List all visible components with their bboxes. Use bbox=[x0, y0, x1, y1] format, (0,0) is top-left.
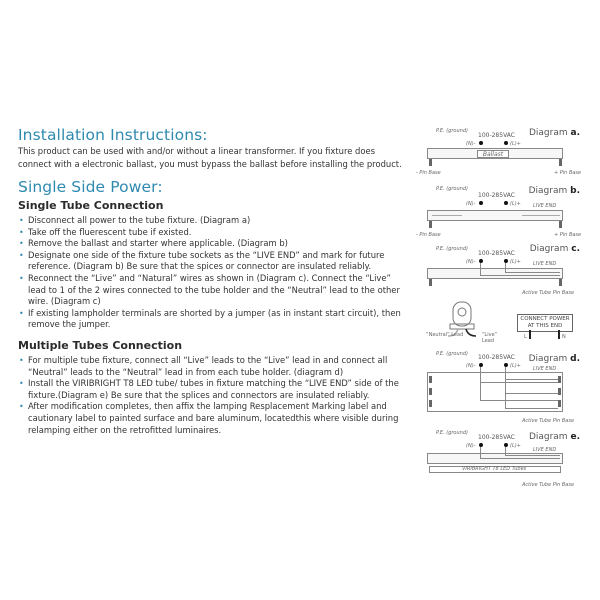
list-item: • For multiple tube fixture, connect all “Live” leads to the “Live” lead in and connect all “Neutral” leads to the “Neutral” lead in from each tube holder. (diagram d) bbox=[18, 355, 410, 378]
pin bbox=[558, 376, 561, 383]
active-pin-label: Active Tube Pin Base bbox=[522, 418, 575, 424]
instructions-panel bbox=[18, 126, 410, 436]
live-wire bbox=[505, 447, 560, 456]
connect-power-box: CONNECT POWER AT THIS END bbox=[517, 314, 573, 332]
live-wire bbox=[505, 379, 558, 380]
l-terminal bbox=[529, 330, 531, 339]
pos-pin-label: + Pin Base bbox=[554, 170, 582, 176]
pin-left bbox=[429, 279, 432, 286]
live-end-label: LIVE END bbox=[533, 203, 557, 209]
diagram-e bbox=[410, 426, 600, 500]
active-pin-label: Active Tube Pin Base bbox=[522, 290, 575, 296]
live-label: (L)+ bbox=[510, 259, 521, 265]
pin-right bbox=[559, 279, 562, 286]
list-item: • Install the VIRIBRIGHT T8 LED tube/ tubes in fixture matching the “LIVE END” side of the fixture.(Diagram e) Be sure that the splices and connectors are insulated reliably. bbox=[18, 378, 410, 401]
pin-left bbox=[429, 159, 432, 166]
ground-label: P.E. (ground) bbox=[436, 430, 468, 436]
live-end-label: LIVE END bbox=[533, 447, 557, 453]
tubes-label: VIRIBRIGHT T8 LED Tubes bbox=[462, 466, 527, 472]
diagram-c bbox=[410, 242, 600, 298]
ground-label: P.E. (ground) bbox=[436, 186, 468, 192]
ground-label: P.E. (ground) bbox=[436, 246, 468, 252]
diagram-d bbox=[410, 352, 600, 432]
active-pin-label: Active Tube Pin Base bbox=[522, 482, 575, 488]
wiring-diagrams bbox=[410, 120, 600, 500]
pin-right bbox=[559, 221, 562, 228]
neutral-label: (N)- bbox=[466, 141, 476, 147]
pin-left bbox=[429, 221, 432, 228]
list-item: • Designate one side of the fixture tube sockets as the “LIVE END” and mark for future reference. (Diagram b) Be sure that the spices or connector are insulated reliably. bbox=[18, 250, 410, 273]
wire-segment bbox=[432, 215, 462, 216]
live-wire bbox=[505, 393, 558, 394]
ground-label: P.E. (ground) bbox=[436, 351, 468, 357]
diagram-e-title: Diagram e. bbox=[528, 432, 580, 442]
pin bbox=[558, 400, 561, 407]
neutral-lead-label: “Neutral” Lead bbox=[426, 332, 464, 338]
intro-text: This product can be used with and/or without a linear transformer. If you fixture does connect with a electronic ballast, you must bypass the ballast before installing the product. bbox=[18, 146, 402, 169]
single-tube-list bbox=[18, 215, 410, 331]
neg-pin-label: - Pin Base bbox=[416, 170, 441, 176]
pin-right bbox=[559, 159, 562, 166]
voltage-label: 100-285VAC bbox=[478, 354, 515, 361]
multiple-tubes-title: Multiple Tubes Connection bbox=[18, 338, 183, 352]
neutral-label: (N)- bbox=[466, 259, 476, 265]
ground-label: P.E. (ground) bbox=[436, 128, 468, 134]
l-label: L bbox=[524, 334, 527, 340]
multiple-tubes-list bbox=[18, 355, 410, 436]
live-end-label: LIVE END bbox=[533, 261, 557, 267]
single-side-title: Single Side Power: bbox=[18, 178, 163, 196]
live-label: (L)+ bbox=[510, 141, 521, 147]
neutral-label: (N)- bbox=[466, 443, 476, 449]
diagram-b-title: Diagram b. bbox=[528, 186, 580, 196]
installation-title: Installation Instructions: bbox=[18, 126, 208, 144]
list-item: • After modification completes, then affix the lamping Resplacement Marking label and cautionary label to painted surface and bare aluminum, locatedthis where visible during relamping either on the retrofitted luminaires. bbox=[18, 401, 410, 436]
live-terminal bbox=[504, 141, 508, 145]
list-item: • Disconnect all power to the tube fixture. (Diagram a) bbox=[18, 215, 410, 227]
neutral-label: (N)- bbox=[466, 201, 476, 207]
live-end-label: LIVE END bbox=[533, 366, 557, 372]
live-lead-label: “Live” Lead bbox=[482, 332, 498, 344]
live-wire bbox=[505, 367, 558, 409]
pin bbox=[429, 376, 432, 383]
ballast-box: Ballast bbox=[477, 150, 509, 158]
lampholder-detail bbox=[410, 298, 600, 350]
live-label: (L)+ bbox=[510, 363, 521, 369]
live-wire bbox=[505, 263, 560, 273]
neutral-terminal bbox=[479, 141, 483, 145]
n-terminal bbox=[558, 330, 560, 339]
live-terminal bbox=[504, 201, 508, 205]
neutral-label: (N)- bbox=[466, 363, 476, 369]
list-item: • Remove the ballast and starter where applicable. (Diagram b) bbox=[18, 238, 410, 250]
list-item: • If existing lampholder terminals are shorted by a jumper (as in instant start circuit), then remove the jumper. bbox=[18, 308, 410, 331]
voltage-label: 100-285VAC bbox=[478, 132, 515, 139]
voltage-label: 100-285VAC bbox=[478, 434, 515, 441]
diagram-a-title: Diagram a. bbox=[528, 128, 580, 138]
neg-pin-label: - Pin Base bbox=[416, 232, 441, 238]
pin bbox=[429, 400, 432, 407]
voltage-label: 100-285VAC bbox=[478, 250, 515, 257]
live-label: (L)+ bbox=[510, 201, 521, 207]
wire-segment bbox=[522, 215, 560, 216]
diagram-d-title: Diagram d. bbox=[528, 354, 580, 364]
single-tube-title: Single Tube Connection bbox=[18, 199, 164, 212]
diagram-a bbox=[410, 126, 600, 182]
list-item: • Reconnect the “Live” and “Natural” wires as shown in (Diagram c). Connect the “Live” lead to 1 of the 2 wires connected to the tube holder and the “Neutral” lead to the other wire. (Diagram c) bbox=[18, 273, 410, 308]
live-label: (L)+ bbox=[510, 443, 521, 449]
diagram-b bbox=[410, 184, 600, 240]
voltage-label: 100-285VAC bbox=[478, 192, 515, 199]
diagram-c-title: Diagram c. bbox=[529, 244, 580, 254]
pin bbox=[558, 388, 561, 395]
n-label: N bbox=[562, 334, 566, 340]
neutral-terminal bbox=[479, 201, 483, 205]
pin bbox=[429, 388, 432, 395]
pos-pin-label: + Pin Base bbox=[554, 232, 582, 238]
list-item: • Take off the fluerescent tube if existed. bbox=[18, 227, 410, 239]
